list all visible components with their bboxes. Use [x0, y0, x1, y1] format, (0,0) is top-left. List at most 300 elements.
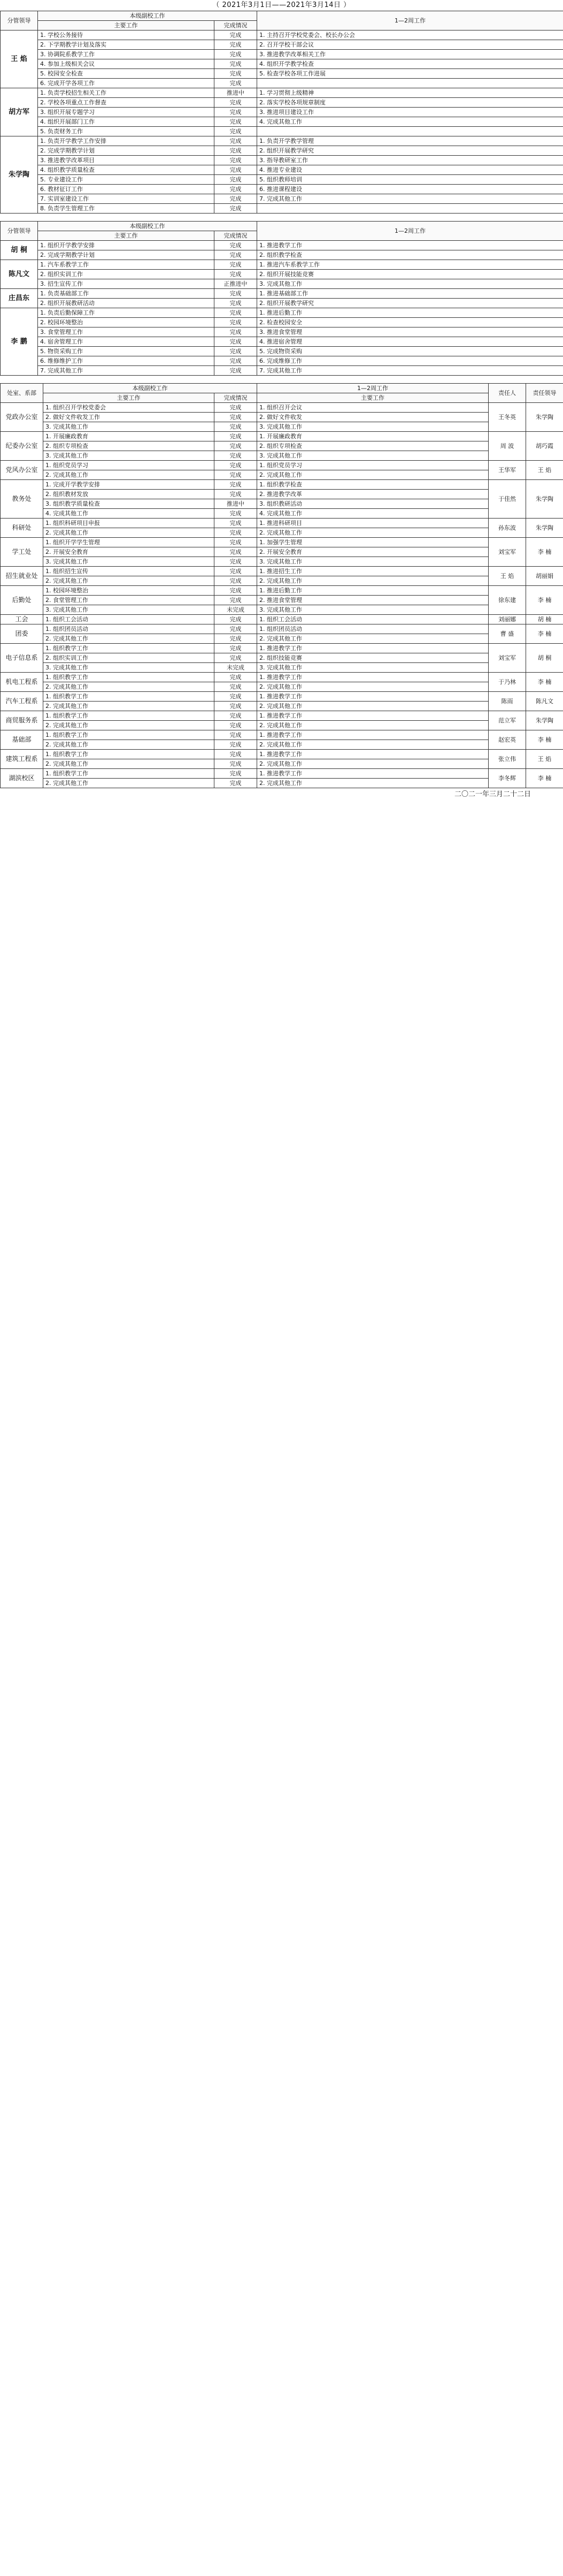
responsible-leader: 李 楠 — [526, 730, 563, 750]
table-row — [1, 615, 563, 624]
status-cell: 完成 — [214, 702, 257, 711]
next-work-item: 6. 完成维修工作 — [257, 356, 563, 366]
next-work-item: 3. 推进项目建设工作 — [257, 108, 563, 117]
next-work-item: 3. 完成其他工作 — [257, 605, 489, 615]
owner-name: 曹 盛 — [489, 624, 526, 644]
work-item: 1. 负责基础部工作 — [38, 289, 214, 299]
next-work-item: 2. 组织开展技能竞赛 — [257, 270, 563, 279]
table-row — [1, 40, 563, 50]
dept-table — [0, 383, 563, 788]
owner-name: 于佳然 — [489, 480, 526, 519]
next-work-item: 1. 负责开学教学管理 — [257, 136, 563, 146]
table-row — [1, 673, 563, 682]
responsible-leader: 朱学陶 — [526, 711, 563, 730]
table-row — [1, 289, 563, 299]
work-item: 2. 下学期教学计划及落实 — [38, 40, 214, 50]
dept-name: 党风办公室 — [1, 461, 43, 480]
work-item: 2. 组织专项检查 — [43, 441, 214, 451]
next-work-item: 5. 检查学校各项工作进展 — [257, 69, 563, 79]
work-item: 7. 完成其他工作 — [38, 366, 214, 376]
table-row — [1, 241, 563, 250]
table-row — [1, 759, 563, 769]
responsible-leader: 朱学陶 — [526, 519, 563, 538]
table-row — [1, 299, 563, 308]
next-work-item: 1. 推进教学工作 — [257, 730, 489, 740]
work-item: 1. 组织教学工作 — [43, 750, 214, 759]
table-row — [1, 88, 563, 98]
table-row — [1, 779, 563, 788]
next-work-item: 5. 组织教师培训 — [257, 175, 563, 185]
dept-name: 后勤处 — [1, 586, 43, 615]
table-row — [1, 146, 563, 156]
table-row — [1, 260, 563, 270]
table-row — [1, 663, 563, 673]
header-next: 1—2周工作 — [257, 11, 563, 31]
table-row — [1, 403, 563, 413]
status-cell: 完成 — [214, 98, 257, 108]
owner-name: 李冬辉 — [489, 769, 526, 788]
status-cell: 完成 — [214, 260, 257, 270]
next-work-item: 7. 完成其他工作 — [257, 194, 563, 204]
header-main-work: 主要工作 — [38, 231, 214, 241]
table-row — [1, 165, 563, 175]
status-cell: 完成 — [214, 682, 257, 692]
status-cell: 完成 — [214, 576, 257, 586]
next-work-item — [257, 79, 563, 88]
status-cell: 完成 — [214, 750, 257, 759]
status-cell: 完成 — [214, 461, 257, 470]
next-work-item: 6. 推进课程建设 — [257, 185, 563, 194]
status-cell: 完成 — [214, 69, 257, 79]
table-row — [1, 31, 563, 40]
work-item: 1. 组织开学教学安排 — [38, 241, 214, 250]
table-row — [1, 499, 563, 509]
next-work-item: 1. 推进招生工作 — [257, 567, 489, 576]
status-cell: 完成 — [214, 644, 257, 653]
work-item: 3. 完成其他工作 — [43, 557, 214, 567]
dept-name: 科研处 — [1, 519, 43, 538]
status-cell: 完成 — [214, 50, 257, 59]
header-main-work: 主要工作 — [43, 393, 214, 403]
work-item: 2. 校园环境整治 — [38, 318, 214, 327]
status-cell: 完成 — [214, 653, 257, 663]
work-item: 3. 完成其他工作 — [43, 422, 214, 432]
leader-name: 李 鹏 — [1, 308, 38, 376]
next-work-item: 1. 推进基础部工作 — [257, 289, 563, 299]
status-cell: 完成 — [214, 490, 257, 499]
next-work-item: 1. 推进教学工作 — [257, 644, 489, 653]
dept-name: 商贸服务系 — [1, 711, 43, 730]
next-work-item: 2. 完成其他工作 — [257, 779, 489, 788]
next-work-item: 1. 推进教学工作 — [257, 673, 489, 682]
header-status: 完成情况 — [214, 393, 257, 403]
dept-name: 汽车工程系 — [1, 692, 43, 711]
leader-name: 胡 桐 — [1, 241, 38, 260]
status-cell: 完成 — [214, 308, 257, 318]
owner-name: 徐东建 — [489, 586, 526, 615]
work-item: 3. 组织开展专题学习 — [38, 108, 214, 117]
next-work-item: 1. 推进教学工作 — [257, 750, 489, 759]
next-work-item: 2. 完成其他工作 — [257, 702, 489, 711]
status-cell: 完成 — [214, 692, 257, 702]
header-leader: 分管领导 — [1, 11, 38, 31]
next-work-item: 3. 完成其他工作 — [257, 422, 489, 432]
next-work-item: 1. 推进汽车系教学工作 — [257, 260, 563, 270]
work-item: 1. 组织科研项目申报 — [43, 519, 214, 528]
leader-table-2-body — [1, 241, 563, 376]
table-row — [1, 470, 563, 480]
next-work-item: 3. 完成其他工作 — [257, 451, 489, 461]
next-work-item: 1. 推进科研项目 — [257, 519, 489, 528]
work-item: 1. 负责学校招生相关工作 — [38, 88, 214, 98]
next-work-item: 3. 完成其他工作 — [257, 557, 489, 567]
status-cell: 完成 — [214, 538, 257, 547]
table-row — [1, 98, 563, 108]
next-work-item: 1. 推进教学工作 — [257, 241, 563, 250]
status-cell: 完成 — [214, 194, 257, 204]
next-work-item: 2. 组织技能竞赛 — [257, 653, 489, 663]
work-item: 2. 完成其他工作 — [43, 740, 214, 750]
next-work-item: 1. 推进教学工作 — [257, 692, 489, 702]
table-row — [1, 576, 563, 586]
header-next: 1—2周工作 — [257, 222, 563, 241]
responsible-leader: 李 楠 — [526, 769, 563, 788]
dept-name: 教务处 — [1, 480, 43, 519]
table-row — [1, 750, 563, 759]
footer-date: 二〇二一年三月二十二日 — [454, 790, 531, 798]
responsible-leader: 朱学陶 — [526, 403, 563, 432]
work-item: 1. 组织教学工作 — [43, 769, 214, 779]
status-cell: 完成 — [214, 615, 257, 624]
status-cell: 完成 — [214, 127, 257, 136]
table-row — [1, 156, 563, 165]
status-cell: 完成 — [214, 721, 257, 730]
next-work-item: 3. 推进食堂管理 — [257, 327, 563, 337]
table-row — [1, 337, 563, 347]
dept-name: 湖滨校区 — [1, 769, 43, 788]
table-row — [1, 117, 563, 127]
next-work-item: 2. 开展安全教育 — [257, 547, 489, 557]
period-title: （ 2021年3月1日——2021年3月14日 ） — [212, 1, 351, 9]
table-row — [1, 366, 563, 376]
dept-name: 党政办公室 — [1, 403, 43, 432]
status-cell: 完成 — [214, 586, 257, 596]
status-cell: 完成 — [214, 165, 257, 175]
table-row — [1, 451, 563, 461]
dept-name: 建筑工程系 — [1, 750, 43, 769]
table-row — [1, 204, 563, 214]
status-cell: 完成 — [214, 480, 257, 490]
status-cell: 推进中 — [214, 499, 257, 509]
responsible-leader: 李 楠 — [526, 538, 563, 567]
work-item: 3. 食堂管理工作 — [38, 327, 214, 337]
owner-name: 于乃林 — [489, 673, 526, 692]
table-row — [1, 250, 563, 260]
work-item: 1. 负责开学教学工作安排 — [38, 136, 214, 146]
next-work-item: 3. 完成其他工作 — [257, 663, 489, 673]
owner-name: 王冬英 — [489, 403, 526, 432]
next-work-item: 2. 检查校园安全 — [257, 318, 563, 327]
work-item: 2. 完成学期教学计划 — [38, 146, 214, 156]
work-item: 4. 组织开展部门工作 — [38, 117, 214, 127]
dept-name: 团委 — [1, 624, 43, 644]
next-work-item: 2. 落实学校各项规章制度 — [257, 98, 563, 108]
responsible-leader: 陈凡文 — [526, 692, 563, 711]
status-cell: 完成 — [214, 146, 257, 156]
status-cell: 完成 — [214, 557, 257, 567]
next-work-item: 2. 完成其他工作 — [257, 721, 489, 730]
work-item: 4. 完成其他工作 — [43, 509, 214, 519]
next-work-item: 1. 加强学生管理 — [257, 538, 489, 547]
table-row — [1, 127, 563, 136]
status-cell: 未完成 — [214, 605, 257, 615]
leader-name: 陈凡文 — [1, 260, 38, 289]
responsible-leader: 王 焰 — [526, 750, 563, 769]
table-row — [1, 413, 563, 422]
status-cell: 推进中 — [214, 88, 257, 98]
next-work-item: 1. 推进后勤工作 — [257, 586, 489, 596]
status-cell: 完成 — [214, 366, 257, 376]
dept-name: 工会 — [1, 615, 43, 624]
table-row — [1, 136, 563, 146]
status-cell: 完成 — [214, 299, 257, 308]
work-item: 2. 完成其他工作 — [43, 759, 214, 769]
table-row — [1, 461, 563, 470]
work-item: 1. 组织教学工作 — [43, 730, 214, 740]
responsible-leader: 李 楠 — [526, 624, 563, 644]
dept-name: 基础部 — [1, 730, 43, 750]
next-work-item: 3. 推进教学改革相关工作 — [257, 50, 563, 59]
table-row — [1, 538, 563, 547]
table-row — [1, 108, 563, 117]
table-row — [1, 432, 563, 441]
work-item: 1. 组织教学工作 — [43, 692, 214, 702]
status-cell: 完成 — [214, 519, 257, 528]
work-item: 2. 组织实训工作 — [38, 270, 214, 279]
table-row — [1, 596, 563, 605]
responsible-leader: 胡 桐 — [526, 644, 563, 673]
work-item: 1. 学校公务接待 — [38, 31, 214, 40]
table-row — [1, 547, 563, 557]
next-work-item: 4. 推进宿舍管理 — [257, 337, 563, 347]
responsible-leader: 胡丽娟 — [526, 567, 563, 586]
owner-name: 王华军 — [489, 461, 526, 480]
work-item: 1. 汽车系教学工作 — [38, 260, 214, 270]
table-row — [1, 422, 563, 432]
table-row — [1, 270, 563, 279]
next-work-item: 2. 组织开展教学研究 — [257, 299, 563, 308]
status-cell: 完成 — [214, 779, 257, 788]
owner-name: 刘丽娜 — [489, 615, 526, 624]
table-row — [1, 519, 563, 528]
next-work-item: 1. 主持召开学校党委会、校长办公会 — [257, 31, 563, 40]
table-row — [1, 567, 563, 576]
work-item: 2. 组织开展教研活动 — [38, 299, 214, 308]
work-item: 1. 开展廉政教育 — [43, 432, 214, 441]
owner-name: 陈雨 — [489, 692, 526, 711]
work-item: 8. 负责学生管理工作 — [38, 204, 214, 214]
owner-name: 刘宝军 — [489, 644, 526, 673]
owner-name: 王 焰 — [489, 567, 526, 586]
work-plan-document — [0, 0, 563, 801]
table-row — [1, 490, 563, 499]
table-row — [1, 702, 563, 711]
table-row — [1, 279, 563, 289]
next-work-item: 2. 完成其他工作 — [257, 634, 489, 644]
work-item: 3. 完成其他工作 — [43, 605, 214, 615]
next-work-item: 2. 推进教学改革 — [257, 490, 489, 499]
work-item: 6. 完成开学各项工作 — [38, 79, 214, 88]
work-item: 2. 完成其他工作 — [43, 576, 214, 586]
next-work-item: 1. 开展廉政教育 — [257, 432, 489, 441]
header-leader: 责任领导 — [526, 384, 563, 403]
work-item: 2. 组织教材发放 — [43, 490, 214, 499]
work-item: 2. 完成其他工作 — [43, 702, 214, 711]
next-work-item: 2. 完成其他工作 — [257, 470, 489, 480]
status-cell: 完成 — [214, 547, 257, 557]
next-work-item: 4. 组织开学教学检查 — [257, 59, 563, 69]
table-row — [1, 327, 563, 337]
table-row — [1, 480, 563, 490]
status-cell: 完成 — [214, 673, 257, 682]
table-row — [1, 740, 563, 750]
work-item: 5. 物资采购工作 — [38, 347, 214, 356]
work-item: 2. 完成其他工作 — [43, 682, 214, 692]
next-work-item: 3. 完成其他工作 — [257, 279, 563, 289]
next-work-item: 2. 做好文件收发 — [257, 413, 489, 422]
status-cell: 完成 — [214, 730, 257, 740]
work-item: 2. 学校各项重点工作督查 — [38, 98, 214, 108]
leader-table-1-body — [1, 31, 563, 214]
table-row — [1, 347, 563, 356]
table-row — [1, 644, 563, 653]
work-item: 3. 推进教学改革项目 — [38, 156, 214, 165]
status-cell: 完成 — [214, 432, 257, 441]
status-cell: 完成 — [214, 40, 257, 50]
status-cell: 完成 — [214, 241, 257, 250]
work-item: 3. 完成其他工作 — [43, 663, 214, 673]
next-work-item — [257, 127, 563, 136]
table-row — [1, 509, 563, 519]
table-row — [1, 605, 563, 615]
next-work-item: 1. 推进后勤工作 — [257, 308, 563, 318]
status-cell: 完成 — [214, 156, 257, 165]
dept-name: 机电工程系 — [1, 673, 43, 692]
next-work-item: 2. 组织专项检查 — [257, 441, 489, 451]
next-work-item: 2. 完成其他工作 — [257, 576, 489, 586]
responsible-leader: 胡巧霞 — [526, 432, 563, 461]
next-work-item: 5. 完成物资采购 — [257, 347, 563, 356]
status-cell: 完成 — [214, 422, 257, 432]
work-item: 2. 完成其他工作 — [43, 634, 214, 644]
next-work-item: 1. 组织党员学习 — [257, 461, 489, 470]
table-row — [1, 69, 563, 79]
work-item: 5. 专业建设工作 — [38, 175, 214, 185]
next-work-item: 2. 完成其他工作 — [257, 759, 489, 769]
work-item: 1. 组织工会活动 — [43, 615, 214, 624]
responsible-leader: 李 楠 — [526, 673, 563, 692]
status-cell: 完成 — [214, 31, 257, 40]
status-cell: 完成 — [214, 711, 257, 721]
next-work-item: 1. 推进教学工作 — [257, 711, 489, 721]
header-dept: 处室、系部 — [1, 384, 43, 403]
dept-name: 招生就业处 — [1, 567, 43, 586]
owner-name: 张立伟 — [489, 750, 526, 769]
status-cell: 完成 — [214, 769, 257, 779]
work-item: 1. 组织教学工作 — [43, 711, 214, 721]
header-status: 完成情况 — [214, 21, 257, 31]
status-cell: 完成 — [214, 596, 257, 605]
status-cell: 完成 — [214, 403, 257, 413]
status-cell: 完成 — [214, 356, 257, 366]
next-work-item: 2. 组织开展教学研究 — [257, 146, 563, 156]
work-item: 2. 食堂管理工作 — [43, 596, 214, 605]
work-item: 2. 完成其他工作 — [43, 528, 214, 538]
status-cell: 完成 — [214, 204, 257, 214]
next-work-item: 2. 完成其他工作 — [257, 682, 489, 692]
work-item: 6. 教材征订工作 — [38, 185, 214, 194]
header-owner: 责任人 — [489, 384, 526, 403]
work-item: 3. 组织教学质量检查 — [43, 499, 214, 509]
table-row — [1, 730, 563, 740]
next-work-item: 4. 完成其他工作 — [257, 117, 563, 127]
work-item: 1. 组织召开学校党委会 — [43, 403, 214, 413]
table-row — [1, 318, 563, 327]
dept-name: 纪委办公室 — [1, 432, 43, 461]
status-cell: 完成 — [214, 759, 257, 769]
table-row — [1, 634, 563, 644]
work-item: 1. 组织教学工作 — [43, 644, 214, 653]
table-row — [1, 308, 563, 318]
next-work-item — [257, 204, 563, 214]
status-cell: 完成 — [214, 175, 257, 185]
status-cell: 完成 — [214, 79, 257, 88]
header-key-work: 本级副校工作 — [38, 11, 257, 21]
work-item: 2. 完成其他工作 — [43, 721, 214, 730]
table-row — [1, 59, 563, 69]
work-item: 4. 组织教学质量检查 — [38, 165, 214, 175]
dept-name: 学工处 — [1, 538, 43, 567]
table-row — [1, 653, 563, 663]
status-cell: 完成 — [214, 327, 257, 337]
dept-name: 电子信息系 — [1, 644, 43, 673]
work-item: 3. 协调院系教学工作 — [38, 50, 214, 59]
table-row — [1, 721, 563, 730]
dept-table-body — [1, 403, 563, 788]
next-work-item: 4. 推进专业建设 — [257, 165, 563, 175]
work-item: 2. 组织实训工作 — [43, 653, 214, 663]
table-row — [1, 711, 563, 721]
header-next-main: 1—2周工作 — [257, 384, 489, 393]
next-work-item: 3. 指导教研室工作 — [257, 156, 563, 165]
work-item: 7. 实训室建设工作 — [38, 194, 214, 204]
next-work-item: 1. 组织团员活动 — [257, 624, 489, 634]
status-cell: 完成 — [214, 337, 257, 347]
owner-name: 赵宏英 — [489, 730, 526, 750]
work-item: 4. 参加上级相关会议 — [38, 59, 214, 69]
leader-name: 王 焰 — [1, 31, 38, 88]
next-work-item: 1. 组织教学检查 — [257, 480, 489, 490]
work-item: 2. 完成其他工作 — [43, 470, 214, 480]
header-leader: 分管领导 — [1, 222, 38, 241]
next-work-item: 1. 组织召开会议 — [257, 403, 489, 413]
work-item: 2. 完成其他工作 — [43, 779, 214, 788]
table-row — [1, 692, 563, 702]
next-work-item: 2. 组织教学检查 — [257, 250, 563, 260]
responsible-leader: 胡 楠 — [526, 615, 563, 624]
work-item: 1. 负责后勤保障工作 — [38, 308, 214, 318]
work-item: 4. 宿舍管理工作 — [38, 337, 214, 347]
